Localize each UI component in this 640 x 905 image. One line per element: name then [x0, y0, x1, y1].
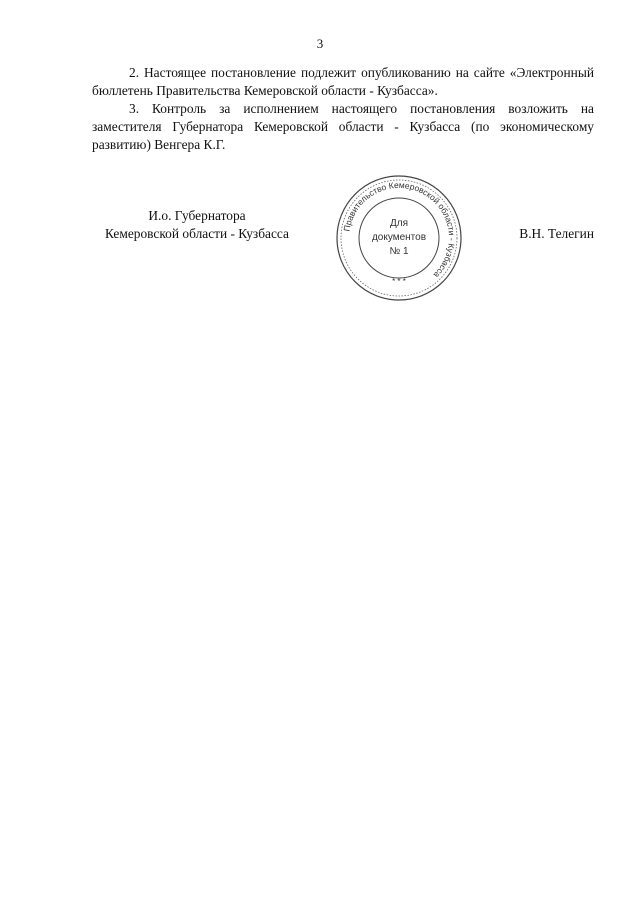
seal-center-line-2: документов: [371, 232, 427, 243]
seal-center-line-3: № 1: [389, 246, 409, 257]
paragraph-control: 3. Контроль за исполнением настоящего постановления возложить на заместителя Губернатора Кемеровской области - Кузбасса (по экономическому развитию) Венгера К.Г.: [92, 101, 594, 152]
signatory-title: [92, 207, 302, 243]
page-number: 3: [316, 36, 324, 51]
seal-stars: * * *: [392, 277, 406, 286]
seal-center-line-1: Для: [389, 218, 409, 229]
paragraph-publication: 2. Настоящее постановление подлежит опубликованию на сайте «Электронный бюллетень Правительства Кемеровской области - Кузбасса».: [92, 65, 594, 98]
official-seal: [333, 172, 465, 304]
signatory-name: В.Н. Телегин: [519, 226, 594, 241]
document-body: [92, 64, 594, 154]
signatory-title-line-1: И.о. Губернатора: [148, 208, 246, 223]
signatory-title-line-2: Кемеровской области - Кузбасса: [105, 226, 289, 241]
seal-ring-text: Правительство Кемеровской области - Кузбасса: [341, 179, 458, 281]
seal-graphic: [333, 172, 465, 304]
